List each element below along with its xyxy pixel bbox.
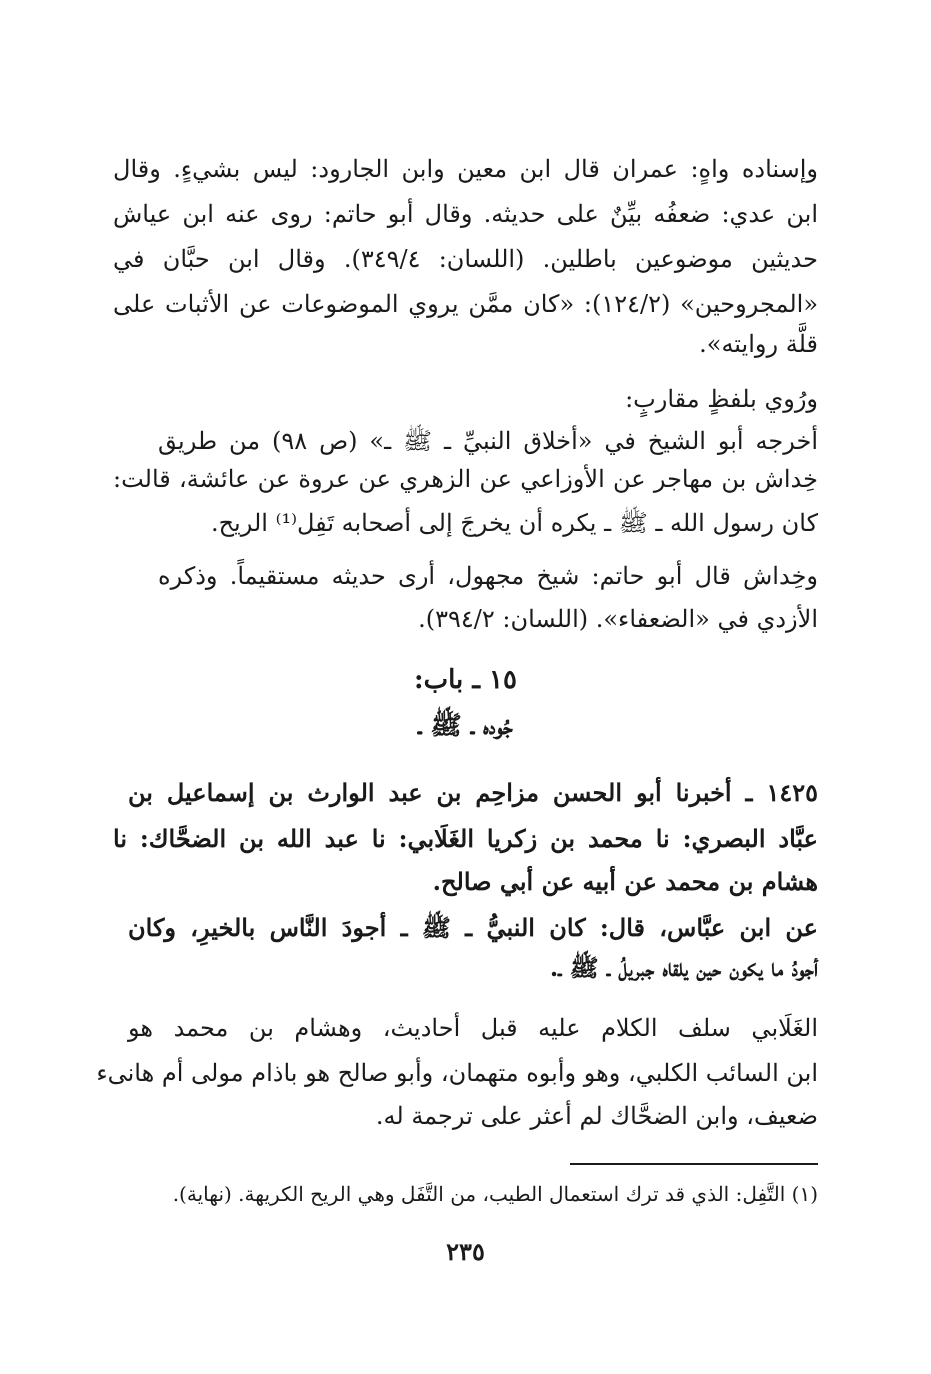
chapter-title: جُوده ـ ﷺ ـ xyxy=(418,711,513,741)
hadith-line: ١٤٢٥ ـ أخبرنا أبو الحسن مزاحِم بن عبد الوارث بن إسماعيل بن xyxy=(128,778,818,807)
paragraph-line: وإسناده واهٍ: عمران قال ابن معين وابن الجارود: ليس بشيءٍ. وقال xyxy=(113,155,818,183)
paragraph-line: كان رسول الله ـ ﷺ ـ يكره أن يخرجَ إلى أصحابه تَفِل⁽¹⁾ الريح. xyxy=(210,509,818,537)
footnote: (١) التَّفِل: الذي قد ترك استعمال الطيب، من التَّفَل وهي الريح الكريهة. (نهاية). xyxy=(172,1182,818,1206)
hadith-line: عن ابن عبَّاس، قال: كان النبيُّ ـ ﷺ ـ أجودَ النَّاس بالخيرِ، وكان xyxy=(128,913,818,942)
paragraph-line: ابن السائب الكلبي، وهو وأبوه متهمان، وأبو صالح هو باذام مولى أم هانىء xyxy=(96,1059,818,1087)
hadith-line: عبَّاد البصري: نا محمد بن زكريا الغَلَابي: نا عبد الله بن الضحَّاك: نا xyxy=(113,824,818,853)
hadith-line: أجودُ ما يكون حين يلقاه جبريلُ ـ ﷺ ـ. xyxy=(549,953,818,982)
footnote-separator xyxy=(570,1163,818,1165)
paragraph-line: خِداش بن مهاجر عن الأوزاعي عن الزهري عن عروة عن عائشة، قالت: xyxy=(113,465,818,493)
paragraph-line: الغَلَابي سلف الكلام عليه قبل أحاديث، وهشام بن محمد هو xyxy=(128,1014,818,1042)
paragraph-line: قلَّة روايته». xyxy=(699,330,818,358)
paragraph-line: «المجروحين» (١٢٤/٢): «كان ممَّن يروي الموضوعات عن الأثبات على xyxy=(113,290,819,318)
paragraph-line: أخرجه أبو الشيخ في «أخلاق النبيِّ ـ ﷺ ـ» (ص ٩٨) من طريق xyxy=(158,427,818,455)
paragraph-line: ابن عدي: ضعفُه بيِّنٌ على حديثه. وقال أبو حاتم: روى عنه ابن عياش xyxy=(113,200,818,228)
chapter-number: ١٥ ـ باب: xyxy=(414,665,517,695)
page-number: ٢٣٥ xyxy=(446,1237,485,1266)
paragraph-line: حديثين موضوعين باطلين. (اللسان: ٣٤٩/٤). وقال ابن حبَّان في xyxy=(113,245,818,273)
paragraph-line: ورُوي بلفظٍ مقاربٍ: xyxy=(625,385,818,413)
paragraph-line: الأزدي في «الضعفاء». (اللسان: ٣٩٤/٢). xyxy=(418,605,818,633)
hadith-line: هشام بن محمد عن أبيه عن أبي صالح. xyxy=(432,867,818,896)
paragraph-line: ضعيف، وابن الضحَّاك لم أعثر على ترجمة له. xyxy=(375,1102,818,1130)
paragraph-line: وخِداش قال أبو حاتم: شيخ مجهول، أرى حديثه مستقيماً. وذكره xyxy=(158,562,818,590)
